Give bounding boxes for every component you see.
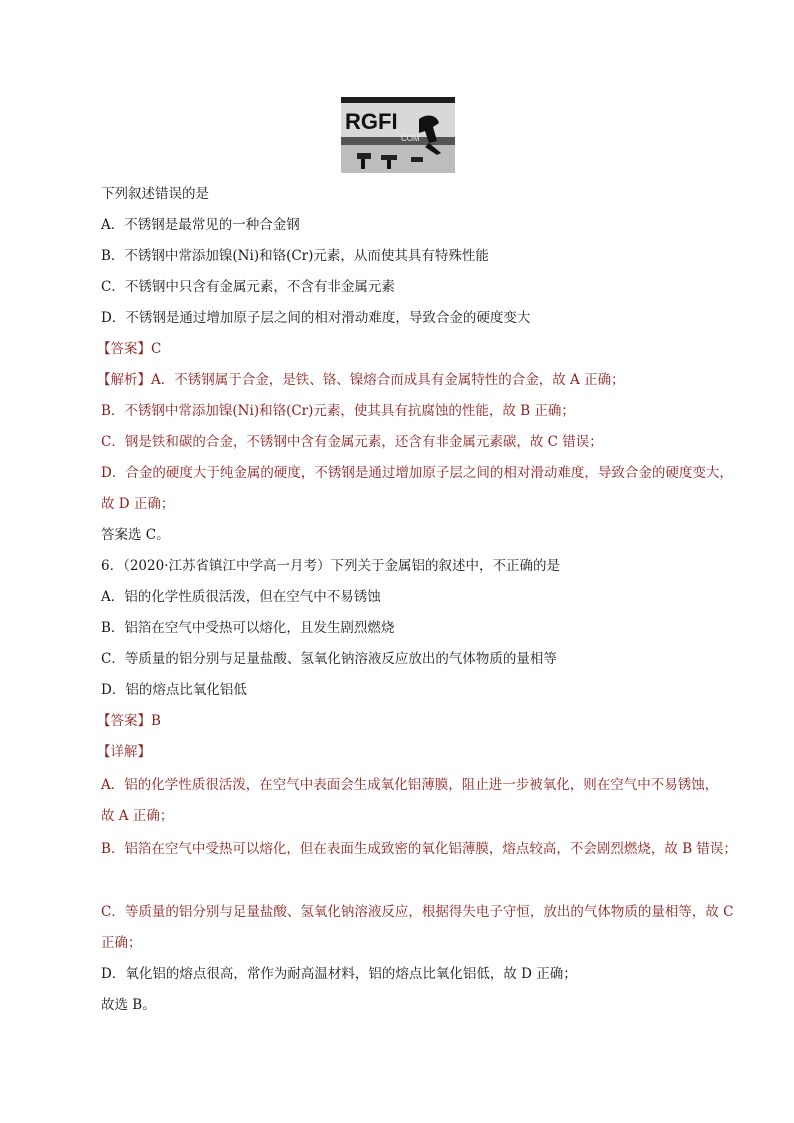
q5-analysis-d-cont: 故 D 正确； [101,496,175,512]
q5-option-a: A．不锈钢是最常见的一种合金钢 [101,217,300,233]
q6-option-a: A．铝的化学性质很活泼，但在空气中不易锈蚀 [101,589,381,605]
q6-conclusion: 故选 B。 [101,997,156,1013]
q5-conclusion: 答案选 C。 [101,527,170,543]
q5-option-b: B．不锈钢中常添加镍(Ni)和铬(Cr)元素，从而使其具有特殊性能 [101,248,489,264]
q6-detail-b: B．铝箔在空气中受热可以熔化，但在表面生成致密的氧化铝薄膜，熔点较高，不会剧烈燃烧，故 B 错误； [101,841,737,857]
q6-detail-c: C．等质量的铝分别与足量盐酸、氢氧化钠溶液反应，根据得失电子守恒，放出的气体物质的量相等，故 C [101,904,734,920]
q6-stem: 6．（2020·江苏省镇江中学高一月考）下列关于金属铝的叙述中，不正确的是 [101,558,560,574]
q6-option-d: D．铝的熔点比氧化铝低 [101,682,247,698]
q6-detail-a: A．铝的化学性质很活泼，在空气中表面会生成氧化铝薄膜，阻止进一步被氧化，则在空气中不易锈蚀， [101,777,719,793]
q5-analysis-label: 【解析】 [97,372,151,388]
q5-stem: 下列叙述错误的是 [101,186,209,202]
q6-option-b: B．铝箔在空气中受热可以熔化，且发生剧烈燃烧 [101,620,395,636]
q6-detail-d: D．氧化铝的熔点很高，常作为耐高温材料，铝的熔点比氧化铝低，故 D 正确； [101,966,577,982]
q6-detail-a-cont: 故 A 正确； [101,808,174,824]
q5-answer: 【答案】C [97,341,162,357]
photo-graphic [341,97,455,173]
q6-answer: 【答案】B [97,713,161,729]
q5-option-d: D．不锈钢是通过增加原子层之间的相对滑动难度，导致合金的硬度变大 [101,310,531,326]
banner-text: RGFI [345,109,398,134]
q5-option-c: C．不锈钢中只含有金属元素，不含有非金属元素 [101,279,395,295]
q5-analysis-line-1 [97,370,625,390]
q5-analysis-d: D．合金的硬度大于纯金属的硬度，不锈钢是通过增加原子层之间的相对滑动难度，导致合金的硬度变大， [101,465,733,481]
q6-option-c: C．等质量的铝分别与足量盐酸、氢氧化钠溶液反应放出的气体物质的量相等 [101,651,557,667]
speed-skating-photo [341,97,455,173]
q5-analysis-a: A．不锈钢属于合金，是铁、铬、镍熔合而成具有金属特性的合金，故 A 正确； [151,372,625,388]
q6-detail-c-cont: 正确； [101,935,142,951]
banner-subtext: COM [401,134,420,143]
q6-detail-label: 【详解】 [97,744,151,760]
q5-analysis-b: B．不锈钢中常添加镍(Ni)和铬(Cr)元素，使其具有抗腐蚀的性能，故 B 正确； [101,403,575,419]
q5-analysis-c: C．钢是铁和碳的合金，不锈钢中含有金属元素，还含有非金属元素碳，故 C 错误； [101,434,603,450]
